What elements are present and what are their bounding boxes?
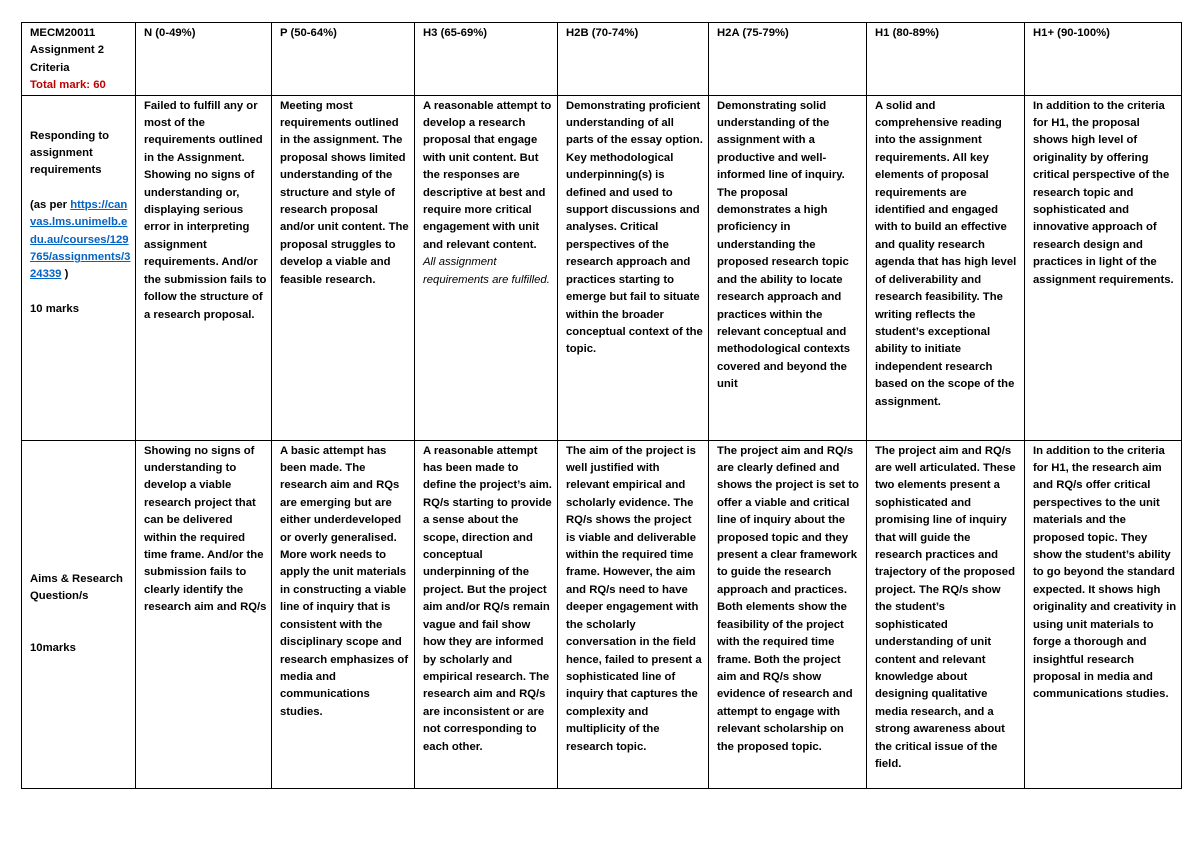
- descriptor-h1: The project aim and RQ/s are well articulated. These two elements present a sophisticated and promising line of inquiry that will guide the research practices and trajectory of the proposed project. The RQ/s show the student’s sophisticated understanding of unit content and relevant knowledge about designing qualitative media research, and a strong awareness about the critical issue of the field.: [867, 440, 1025, 788]
- criterion-title: Aims & Research Question/s: [30, 573, 123, 603]
- criterion-row-requirements: [22, 95, 1182, 440]
- grade-header-h2a: H2A (75-79%): [709, 23, 867, 96]
- grade-header-h3: H3 (65-69%): [415, 23, 558, 96]
- descriptor-h3-note: All assignment requirements are fulfilled.: [423, 256, 550, 286]
- descriptor-n: Failed to fulfill any or most of the requirements outlined in the Assignment. Showing no signs of understanding or, displaying serious error in interpreting assignment requirements. And/or the submission fails to follow the structure of a research proposal.: [136, 95, 272, 440]
- criterion-cell-aims: [22, 440, 136, 788]
- total-mark: Total mark: 60: [30, 79, 106, 92]
- criteria-label: Criteria: [30, 61, 70, 74]
- descriptor-h3-cell: [415, 95, 558, 440]
- descriptor-n: Showing no signs of understanding to develop a viable research project that can be delivered within the required time frame. And/or the submission fails to clearly identify the research aim and RQ/s: [136, 440, 272, 788]
- canvas-assignment-link[interactable]: https://canvas.lms.unimelb.edu.au/courses/129765/assignments/324339: [30, 198, 131, 281]
- assignment-name: Assignment 2: [30, 44, 105, 57]
- header-row: [22, 23, 1182, 96]
- descriptor-h1plus: In addition to the criteria for H1, the research aim and RQ/s offer critical perspectives to the unit materials and the proposed topic. They show the student’s ability to go beyond the standard expected. It shows high originality and creativity in using unit materials to forge a thorough and insightful research proposal in media and communications studies.: [1025, 440, 1182, 788]
- as-per-close: ): [64, 268, 69, 281]
- rubric-table: [21, 22, 1182, 789]
- grade-header-h1: H1 (80-89%): [867, 23, 1025, 96]
- descriptor-h1: A solid and comprehensive reading into the assignment requirements. All key elements of proposal requirements are identified and engaged with to build an effective and quality research agenda that has high level of deliverability and research feasibility. The writing reflects the student’s exceptional ability to initiate independent research based on the scope of the assignment.: [867, 95, 1025, 440]
- grade-header-n: N (0-49%): [136, 23, 272, 96]
- descriptor-p: A basic attempt has been made. The research aim and RQs are emerging but are either underdeveloped or overly generalised. More work needs to apply the unit materials in constructing a viable line of inquiry that is consistent with the disciplinary scope and research emphasizes of media and communications studies.: [272, 440, 415, 788]
- descriptor-h2a: The project aim and RQ/s are clearly defined and shows the project is set to offer a viable and critical line of inquiry about the proposed topic and they present a clear framework to guide the research approach and practices. Both elements show the feasibility of the project with the required time frame. Both the project aim and RQ/s show evidence of research and attempt to engage with relevant scholarship on the proposed topic.: [709, 440, 867, 788]
- course-code: MECM20011: [30, 27, 96, 39]
- grade-header-p: P (50-64%): [272, 23, 415, 96]
- as-per-label: (as per: [30, 198, 68, 211]
- assignment-header-cell: [22, 23, 136, 96]
- descriptor-h2b: The aim of the project is well justified with relevant empirical and scholarly evidence. The RQ/s shows the project is viable and deliverable within the required time frame. However, the aim and RQ/s need to have deeper engagement with the scholarly conversation in the field hence, failed to present a sophisticated line of inquiry that captures the complexity and multiplicity of the research topic.: [558, 440, 709, 788]
- descriptor-h1plus: In addition to the criteria for H1, the proposal shows high level of originality by offering critical perspective of the research topic and sophisticated and innovative approach of research design and practices in light of the assignment requirements.: [1025, 95, 1182, 440]
- descriptor-h2b: Demonstrating proficient understanding of all parts of the essay option. Key methodological underpinning(s) is defined and used to support discussions and analyses. Critical perspectives of the research approach and practices starting to emerge but fail to situate within the broader conceptual context of the topic.: [558, 95, 709, 440]
- grade-header-h1plus: H1+ (90-100%): [1025, 23, 1182, 96]
- descriptor-h3: A reasonable attempt has been made to define the project’s aim. RQ/s starting to provide a sense about the scope, direction and conceptual underpinning of the project. But the project aim and/or RQ/s remain vague and fail show how they are informed by scholarly and empirical research. The research aim and RQ/s are inconsistent or are not corresponding to each other.: [415, 440, 558, 788]
- criterion-reference: [30, 197, 131, 284]
- descriptor-h3: A reasonable attempt to develop a research proposal that engage with unit content. But the responses are descriptive at best and require more critical engagement with unit and relevant content.: [423, 99, 552, 251]
- criterion-cell-requirements: [22, 95, 136, 440]
- grade-header-h2b: H2B (70-74%): [558, 23, 709, 96]
- criterion-marks: 10 marks: [30, 302, 79, 315]
- descriptor-h2a: Demonstrating solid understanding of the assignment with a productive and well-informed line of inquiry. The proposal demonstrates a high proficiency in understanding the proposed research topic and the ability to locate research approach and practices within the relevant conceptual and methodological contexts covered and beyond the unit: [709, 95, 867, 440]
- criterion-row-aims: [22, 440, 1182, 788]
- descriptor-p: Meeting most requirements outlined in the assignment. The proposal shows limited understanding of the structure and style of research proposal and/or unit content. The proposal struggles to develop a viable and feasible research.: [272, 95, 415, 440]
- criterion-marks: 10marks: [30, 641, 76, 654]
- criterion-title: Responding to assignment requirements: [30, 129, 110, 177]
